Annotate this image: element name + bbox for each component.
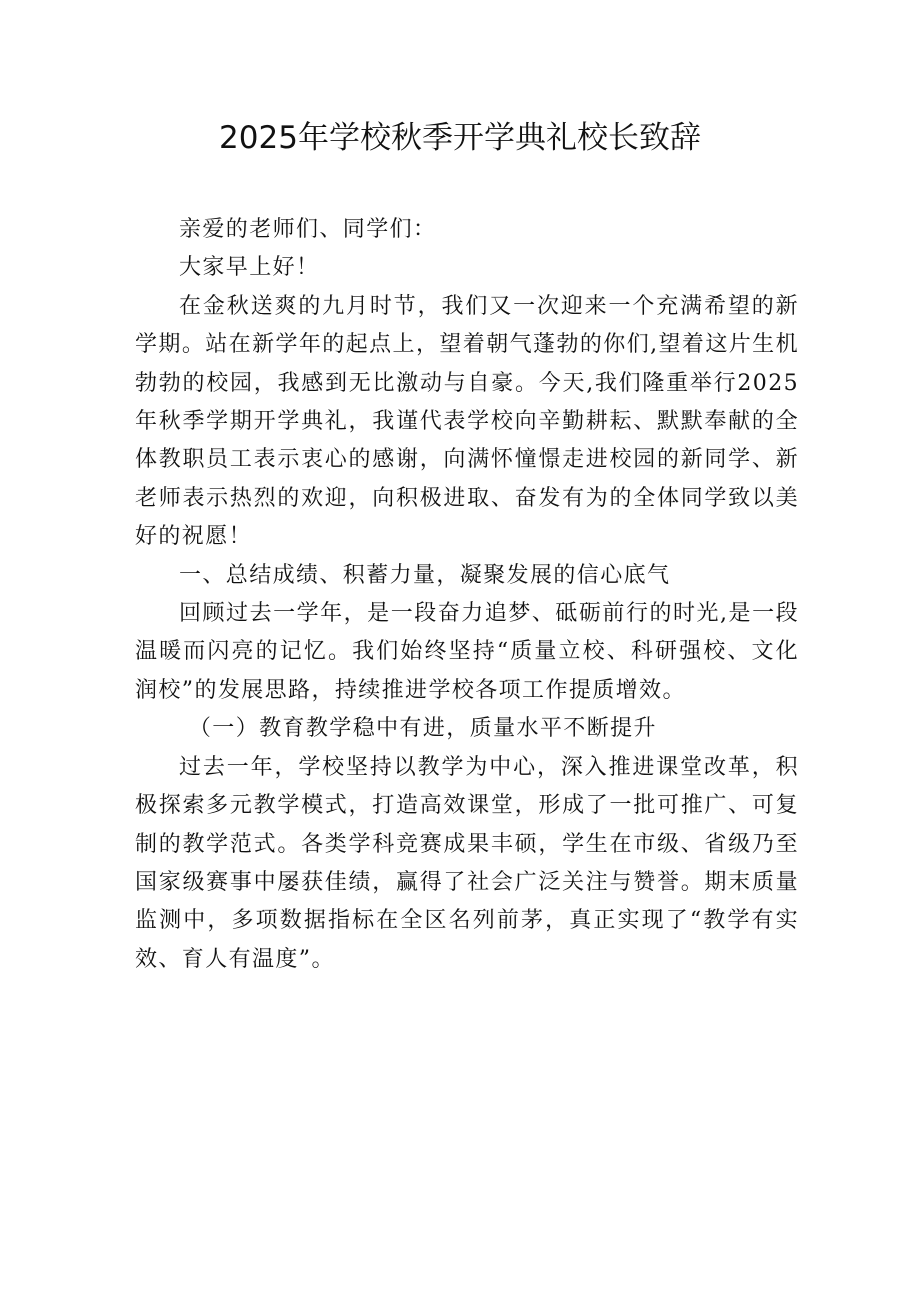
- document-title: 2025年学校秋季开学典礼校长致辞: [219, 120, 701, 156]
- document-body: [135, 211, 799, 979]
- teaching-paragraph: 过去一年，学校坚持以教学为中心，深入推进课堂改革，积极探索多元教学模式，打造高效课堂，形成了一批可推广、可复制的教学范式。各类学科竞赛成果丰硕，学生在市级、省级乃至国家级赛事中屡获佳绩，赢得了社会广泛关注与赞誉。期末质量监测中，多项数据指标在全区名列前茅，真正实现了“教学有实效、育人有温度”。: [135, 754, 799, 972]
- opening-paragraph: 在金秋送爽的九月时节，我们又一次迎来一个充满希望的新学期。站在新学年的起点上，望着朝气蓬勃的你们,望着这片生机勃勃的校园，我感到无比激动与自豪。今天,我们隆重举行2025年秋季学期开学典礼，我谨代表学校向辛勤耕耘、默默奉献的全体教职员工表示衷心的感谢，向满怀憧憬走进校园的新同学、新老师表示热烈的欢迎，向积极进取、奋发有为的全体同学致以美好的祝愿！: [135, 293, 799, 550]
- subsection-heading-1: （一）教育教学稳中有进，质量水平不断提升: [188, 716, 657, 742]
- greeting-paragraph: 大家早上好！: [179, 255, 320, 281]
- section-heading-1: 一、总结成绩、积蓄力量，凝聚发展的信心底气: [179, 562, 671, 588]
- salutation-paragraph: 亲爱的老师们、同学们：: [179, 217, 437, 242]
- review-paragraph: 回顾过去一学年，是一段奋力追梦、砥砺前行的时光,是一段温暖而闪亮的记忆。我们始终坚持“质量立校、科研强校、文化润校”的发展思路，持续推进学校各项工作提质增效。: [135, 601, 799, 703]
